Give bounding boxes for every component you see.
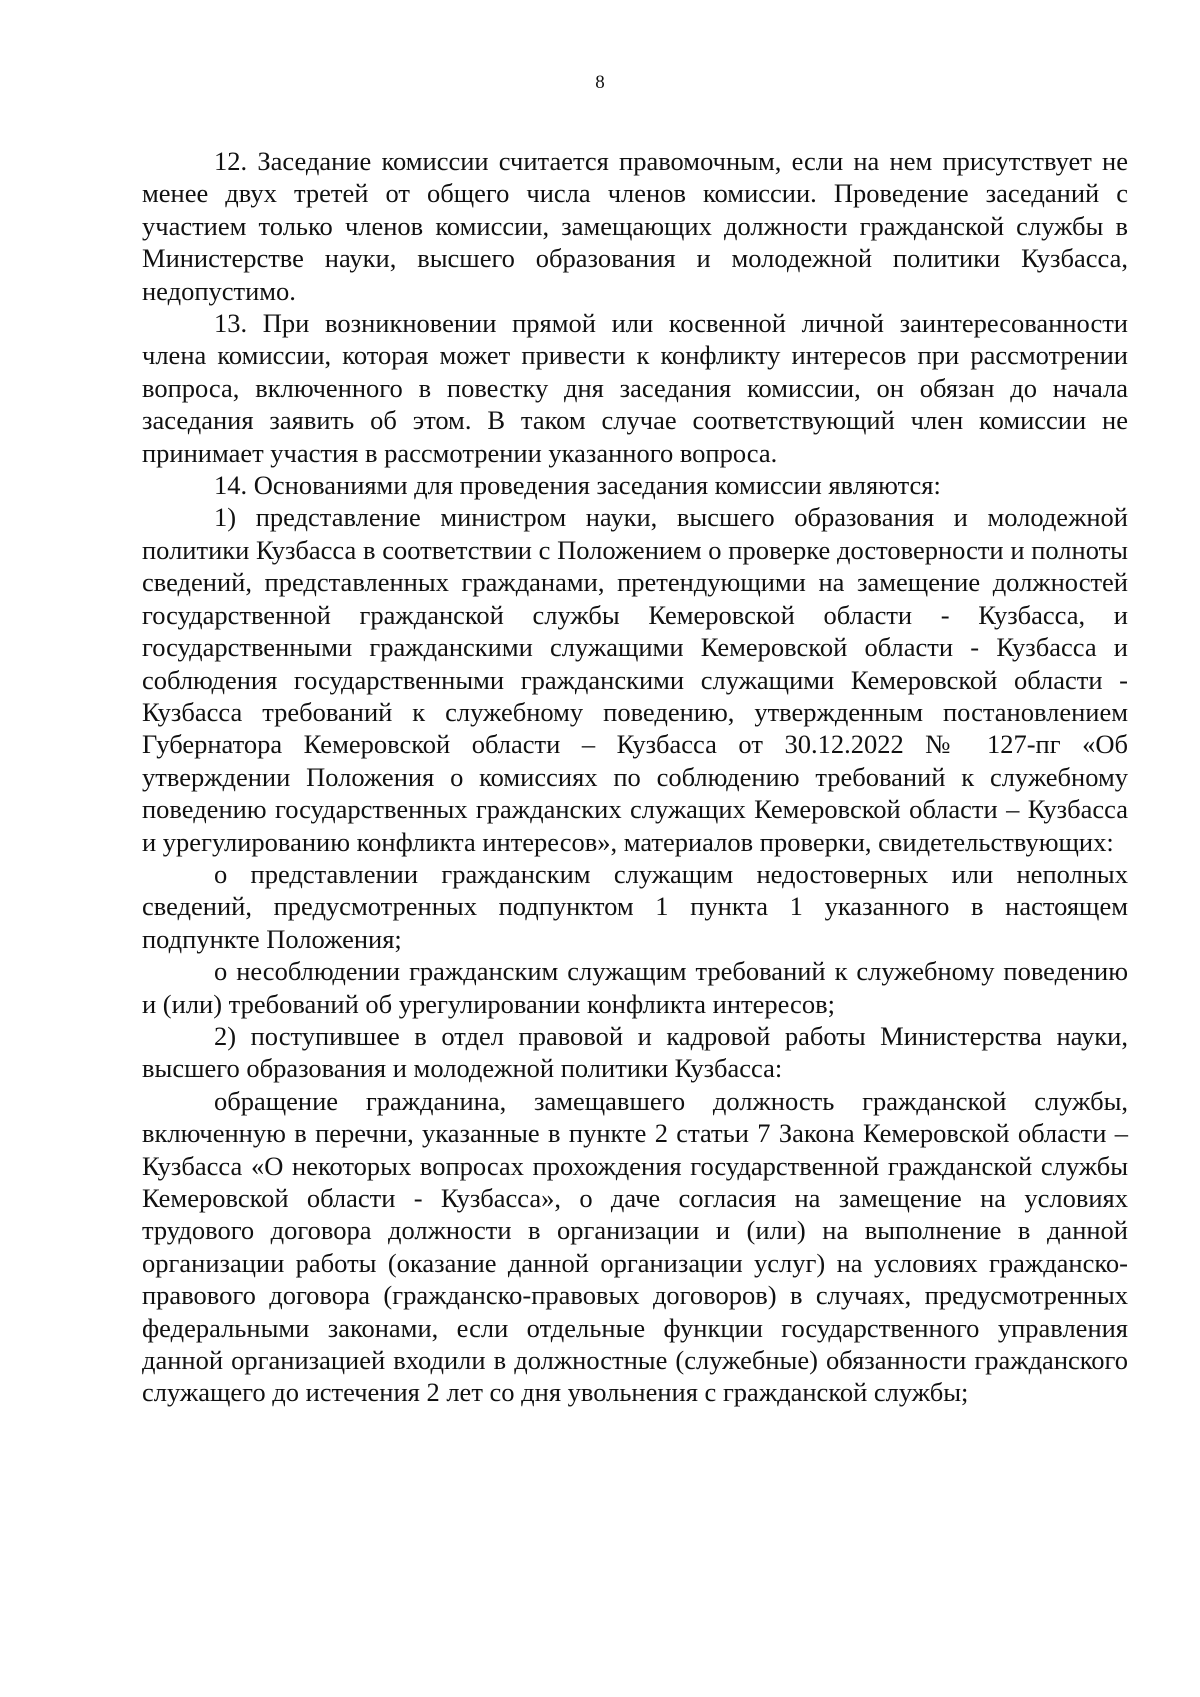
paragraph-14-1-minister-submission: 1) представление министром науки, высшего образования и молодежной политики Кузбасса в соответствии с Положением о проверке достоверности и полноты сведений, представленных гражданами, претендующими на замещение должностей государственной гражданской службы Кемеровской области - Кузбасса, и государственными гражданскими служащими Кемеровской области - Кузбасса и соблюдения государственными гражданскими служащими Кемеровской области - Кузбасса требований к служебному поведению, утвержденным постановлением Губернатора Кемеровской области – Кузбасса от 30.12.2022 № 127-пг «Об утверждении Положения о комиссиях по соблюдению требований к служебному поведению государственных гражданских служащих Кемеровской области – Кузбасса и урегулированию конфликта интересов», материалов проверки, свидетельствующих: [142, 502, 1128, 857]
page-number: 8 [595, 72, 605, 93]
paragraph-14-grounds: 14. Основаниями для проведения заседания комиссии являются: [214, 470, 941, 501]
paragraph-12-quorum: 12. Заседание комиссии считается правомочным, если на нем присутствует не менее двух третей от общего числа членов комиссии. Проведение заседаний с участием только членов комиссии, замещающих должности гражданской службы в Министерстве науки, высшего образования и молодежной политики Кузбасса, недопустимо. [142, 146, 1128, 306]
paragraph-14-2-received-by-department: 2) поступившее в отдел правовой и кадровой работы Министерства науки, высшего образования и молодежной политики Кузбасса: [142, 1020, 1128, 1084]
paragraph-inaccurate-information: о представлении гражданским служащим недостоверных или неполных сведений, предусмотренных подпунктом 1 пункта 1 указанного в настоящем подпункте Положения; [142, 858, 1128, 954]
paragraph-13-conflict-of-interest: 13. При возникновении прямой или косвенной личной заинтересованности члена комиссии, которая может привести к конфликту интересов при рассмотрении вопроса, включенного в повестку дня заседания комиссии, он обязан до начала заседания заявить об этом. В таком случае соответствующий член комиссии не принимает участия в рассмотрении указанного вопроса. [142, 308, 1128, 468]
paragraph-citizen-appeal: обращение гражданина, замещавшего должность гражданской службы, включенную в перечни, указанные в пункте 2 статьи 7 Закона Кемеровской области – Кузбасса «О некоторых вопросах прохождения государственной гражданской службы Кемеровской области - Кузбасса», о даче согласия на замещение на условиях трудового договора должности в организации и (или) на выполнение в данной организации работы (оказание данной организации услуг) на условиях гражданско-правового договора (гражданско-правовых договоров) в случаях, предусмотренных федеральными законами, если отдельные функции государственного управления данной организацией входили в должностные (служебные) обязанности гражданского служащего до истечения 2 лет со дня увольнения с гражданской службы; [142, 1085, 1128, 1408]
paragraph-non-compliance: о несоблюдении гражданским служащим требований к служебному поведению и (или) требований об урегулировании конфликта интересов; [142, 956, 1128, 1019]
document-body [142, 145, 1128, 1409]
